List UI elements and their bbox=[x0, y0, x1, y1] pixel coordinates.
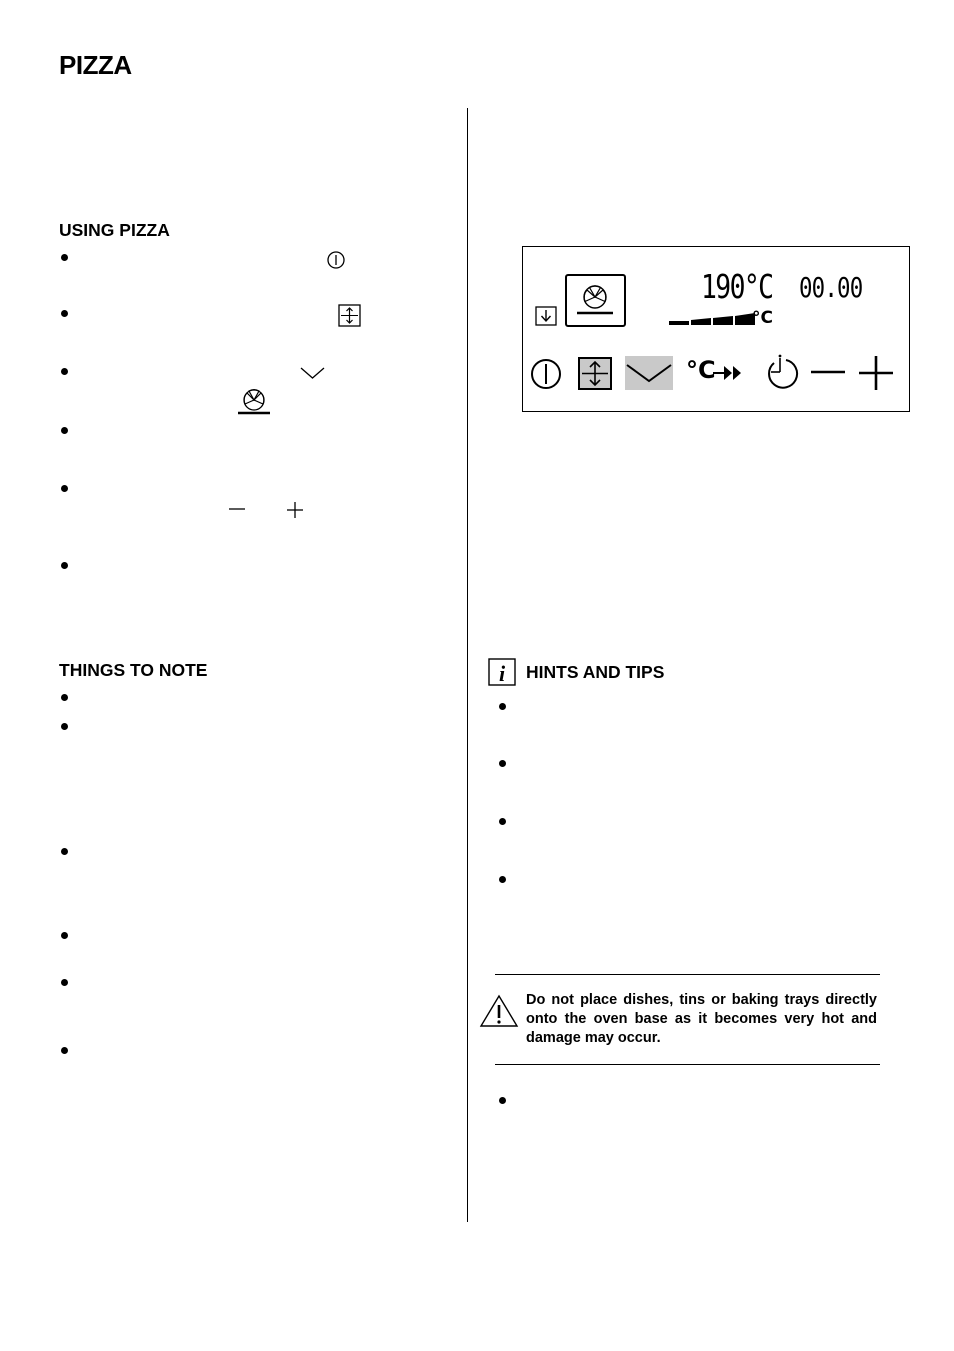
bullet bbox=[61, 485, 68, 492]
bullet bbox=[499, 876, 506, 883]
down-button-icon bbox=[625, 356, 673, 390]
power-button-icon bbox=[532, 360, 560, 388]
svg-text:i: i bbox=[498, 661, 506, 686]
plus-button-icon bbox=[859, 356, 893, 390]
control-panel-illustration bbox=[522, 246, 910, 412]
function-select-icon bbox=[338, 304, 361, 327]
bullet bbox=[61, 848, 68, 855]
bullet bbox=[61, 1047, 68, 1054]
bullet bbox=[61, 427, 68, 434]
function-select-button-icon bbox=[579, 358, 611, 389]
bullet bbox=[499, 818, 506, 825]
bullet bbox=[61, 723, 68, 730]
minus-icon bbox=[228, 504, 246, 514]
pizza-function-display-icon bbox=[566, 275, 625, 326]
info-icon bbox=[488, 658, 516, 686]
warning-rule-top bbox=[495, 974, 880, 975]
time-readout: 00.00 bbox=[799, 271, 863, 304]
bullet bbox=[61, 254, 68, 261]
bullet bbox=[61, 979, 68, 986]
power-icon bbox=[326, 250, 346, 270]
pizza-function-icon bbox=[236, 386, 272, 416]
warning-text: Do not place dishes, tins or baking trays directly onto the oven base as it becomes very hot and damage may occur. bbox=[526, 992, 877, 1046]
bullet bbox=[61, 932, 68, 939]
bullet bbox=[61, 368, 68, 375]
page-title: PIZZA bbox=[59, 50, 132, 80]
bullet bbox=[61, 310, 68, 317]
chevron-down-icon bbox=[300, 366, 325, 380]
heat-bar-unit: °C bbox=[752, 308, 773, 328]
clock-button-icon bbox=[769, 355, 797, 388]
using-pizza-heading: USING PIZZA bbox=[59, 220, 170, 240]
things-to-note-heading: THINGS TO NOTE bbox=[59, 660, 208, 680]
bullet bbox=[499, 1097, 506, 1104]
fast-heat-button-icon bbox=[713, 366, 741, 380]
warning-triangle-icon bbox=[479, 994, 519, 1028]
hints-and-tips-heading: HINTS AND TIPS bbox=[526, 662, 665, 682]
plus-icon bbox=[286, 501, 304, 519]
column-divider bbox=[467, 108, 468, 1222]
fast-heat-unit: °C bbox=[686, 356, 716, 384]
bottom-heat-indicator-icon bbox=[536, 307, 556, 325]
bullet bbox=[61, 694, 68, 701]
bullet bbox=[499, 760, 506, 767]
heat-level-bar bbox=[669, 313, 755, 325]
temperature-unit: °C bbox=[743, 267, 773, 306]
bullet bbox=[61, 562, 68, 569]
temperature-readout: 190 bbox=[701, 267, 744, 306]
warning-rule-bottom bbox=[495, 1064, 880, 1065]
bullet bbox=[499, 703, 506, 710]
